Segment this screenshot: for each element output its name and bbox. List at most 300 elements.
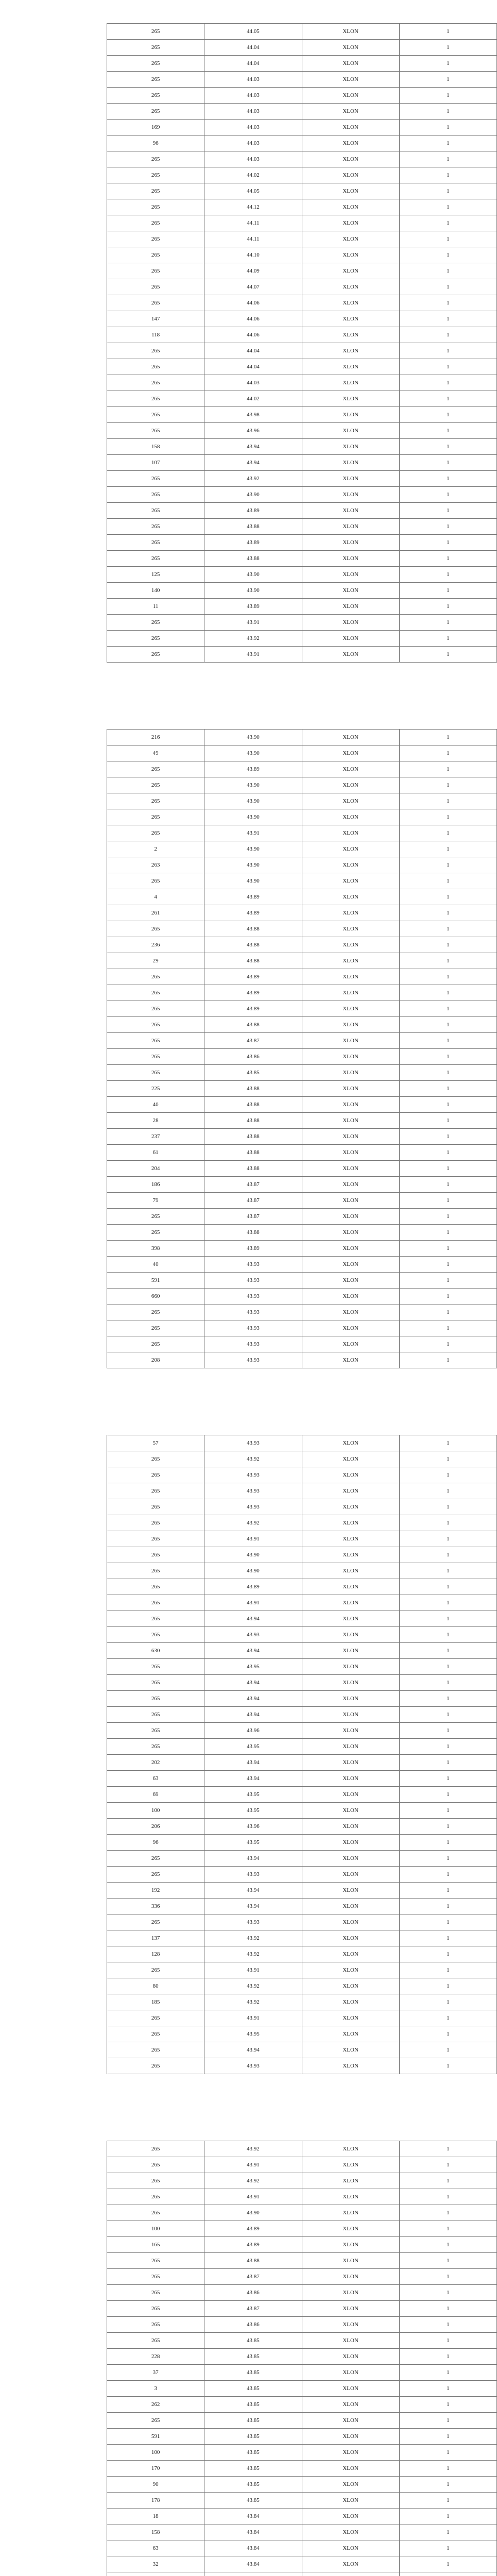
price-cell: 43.89 bbox=[204, 985, 302, 1001]
quantity-cell: 265 bbox=[107, 503, 204, 519]
quantity-cell: 137 bbox=[107, 1930, 204, 1946]
truncated-cell: 1 bbox=[399, 2141, 496, 2157]
truncated-cell: 1 bbox=[399, 793, 496, 809]
quantity-cell: 265 bbox=[107, 231, 204, 247]
quantity-cell: 90 bbox=[107, 2477, 204, 2493]
truncated-cell: 1 bbox=[399, 2381, 496, 2397]
price-cell: 43.94 bbox=[204, 1691, 302, 1707]
truncated-cell: 1 bbox=[399, 1081, 496, 1097]
venue-cell: XLON bbox=[302, 1129, 399, 1145]
venue-cell: XLON bbox=[302, 2269, 399, 2285]
venue-cell: XLON bbox=[302, 375, 399, 391]
price-cell: 43.93 bbox=[204, 1320, 302, 1336]
table-row bbox=[107, 1161, 497, 1177]
truncated-cell: 1 bbox=[399, 167, 496, 183]
table-row bbox=[107, 167, 497, 183]
table-row bbox=[107, 793, 497, 809]
price-cell: 43.94 bbox=[204, 1611, 302, 1627]
venue-cell: XLON bbox=[302, 1033, 399, 1049]
quantity-cell: 265 bbox=[107, 2253, 204, 2269]
venue-cell: XLON bbox=[302, 1304, 399, 1320]
venue-cell: XLON bbox=[302, 599, 399, 615]
truncated-cell: 1 bbox=[399, 857, 496, 873]
venue-cell: XLON bbox=[302, 2010, 399, 2026]
table-row bbox=[107, 2540, 497, 2556]
table-row bbox=[107, 1257, 497, 1273]
venue-cell: XLON bbox=[302, 969, 399, 985]
price-cell: 43.89 bbox=[204, 1579, 302, 1595]
venue-cell: XLON bbox=[302, 873, 399, 889]
price-cell: 43.91 bbox=[204, 2189, 302, 2205]
venue-cell: XLON bbox=[302, 2445, 399, 2461]
venue-cell: XLON bbox=[302, 1531, 399, 1547]
quantity-cell: 265 bbox=[107, 2010, 204, 2026]
truncated-cell: 1 bbox=[399, 2301, 496, 2317]
quantity-cell: 265 bbox=[107, 1739, 204, 1755]
price-cell: 43.93 bbox=[204, 1257, 302, 1273]
price-cell: 43.92 bbox=[204, 1515, 302, 1531]
table-row bbox=[107, 1914, 497, 1930]
venue-cell: XLON bbox=[302, 647, 399, 663]
price-cell: 43.94 bbox=[204, 2042, 302, 2058]
truncated-cell: 1 bbox=[399, 1273, 496, 1289]
quantity-cell: 265 bbox=[107, 1707, 204, 1723]
table-row bbox=[107, 2413, 497, 2429]
price-cell: 43.85 bbox=[204, 1065, 302, 1081]
quantity-cell: 225 bbox=[107, 1081, 204, 1097]
table-row bbox=[107, 2461, 497, 2477]
quantity-cell: 265 bbox=[107, 183, 204, 199]
table-row bbox=[107, 519, 497, 535]
venue-cell: XLON bbox=[302, 2141, 399, 2157]
price-cell: 43.89 bbox=[204, 2237, 302, 2253]
quantity-cell: 4 bbox=[107, 889, 204, 905]
quantity-cell: 265 bbox=[107, 615, 204, 631]
venue-cell: XLON bbox=[302, 615, 399, 631]
quantity-cell: 265 bbox=[107, 809, 204, 825]
quantity-cell: 202 bbox=[107, 1755, 204, 1771]
table-row bbox=[107, 1835, 497, 1851]
price-cell: 43.93 bbox=[204, 1627, 302, 1643]
venue-cell: XLON bbox=[302, 1081, 399, 1097]
price-cell: 44.03 bbox=[204, 104, 302, 120]
quantity-cell: 11 bbox=[107, 599, 204, 615]
quantity-cell: 265 bbox=[107, 2173, 204, 2189]
quantity-cell: 265 bbox=[107, 2413, 204, 2429]
quantity-cell: 265 bbox=[107, 279, 204, 295]
truncated-cell: 1 bbox=[399, 24, 496, 40]
truncated-cell: 1 bbox=[399, 2349, 496, 2365]
table-row bbox=[107, 1515, 497, 1531]
quantity-cell: 49 bbox=[107, 745, 204, 761]
price-cell: 43.85 bbox=[204, 2477, 302, 2493]
venue-cell: XLON bbox=[302, 423, 399, 439]
quantity-cell: 265 bbox=[107, 777, 204, 793]
quantity-cell: 591 bbox=[107, 2429, 204, 2445]
table-row bbox=[107, 2141, 497, 2157]
truncated-cell: 1 bbox=[399, 2333, 496, 2349]
truncated-cell: 1 bbox=[399, 841, 496, 857]
table-row bbox=[107, 1531, 497, 1547]
table-row bbox=[107, 1273, 497, 1289]
price-cell: 43.94 bbox=[204, 455, 302, 471]
quantity-cell: 265 bbox=[107, 151, 204, 167]
truncated-cell: 1 bbox=[399, 921, 496, 937]
price-cell: 43.93 bbox=[204, 1273, 302, 1289]
table-row bbox=[107, 1563, 497, 1579]
truncated-cell: 1 bbox=[399, 151, 496, 167]
truncated-cell: 1 bbox=[399, 1579, 496, 1595]
truncated-cell: 1 bbox=[399, 2058, 496, 2074]
table-row bbox=[107, 231, 497, 247]
price-cell: 43.89 bbox=[204, 2221, 302, 2237]
price-cell: 43.90 bbox=[204, 487, 302, 503]
table-row bbox=[107, 631, 497, 647]
table-row bbox=[107, 1930, 497, 1946]
truncated-cell: 1 bbox=[399, 1547, 496, 1563]
table-row bbox=[107, 1113, 497, 1129]
venue-cell: XLON bbox=[302, 745, 399, 761]
truncated-cell: 1 bbox=[399, 407, 496, 423]
truncated-cell: 1 bbox=[399, 1161, 496, 1177]
truncated-cell: 1 bbox=[399, 1691, 496, 1707]
price-cell: 43.92 bbox=[204, 631, 302, 647]
price-cell: 43.88 bbox=[204, 921, 302, 937]
truncated-cell: 1 bbox=[399, 327, 496, 343]
table-row bbox=[107, 745, 497, 761]
venue-cell: XLON bbox=[302, 985, 399, 1001]
price-cell: 43.90 bbox=[204, 730, 302, 745]
venue-cell: XLON bbox=[302, 1563, 399, 1579]
venue-cell: XLON bbox=[302, 56, 399, 72]
price-cell: 43.94 bbox=[204, 1899, 302, 1914]
truncated-cell: 1 bbox=[399, 745, 496, 761]
venue-cell: XLON bbox=[302, 583, 399, 599]
price-cell: 44.03 bbox=[204, 120, 302, 135]
truncated-cell: 1 bbox=[399, 1065, 496, 1081]
price-cell: 43.88 bbox=[204, 551, 302, 567]
quantity-cell: 107 bbox=[107, 455, 204, 471]
venue-cell: XLON bbox=[302, 104, 399, 120]
truncated-cell: 1 bbox=[399, 1899, 496, 1914]
table-row bbox=[107, 583, 497, 599]
venue-cell: XLON bbox=[302, 2253, 399, 2269]
quantity-cell: 265 bbox=[107, 1304, 204, 1320]
venue-cell: XLON bbox=[302, 2157, 399, 2173]
quantity-cell: 265 bbox=[107, 1336, 204, 1352]
quantity-cell: 265 bbox=[107, 647, 204, 663]
price-cell: 43.93 bbox=[204, 1467, 302, 1483]
venue-cell: XLON bbox=[302, 1707, 399, 1723]
venue-cell: XLON bbox=[302, 1595, 399, 1611]
table-row bbox=[107, 2221, 497, 2237]
price-cell: 43.85 bbox=[204, 2349, 302, 2365]
venue-cell: XLON bbox=[302, 1499, 399, 1515]
quantity-cell: 265 bbox=[107, 761, 204, 777]
venue-cell: XLON bbox=[302, 2349, 399, 2365]
truncated-cell: 1 bbox=[399, 231, 496, 247]
truncated-cell: 1 bbox=[399, 953, 496, 969]
quantity-cell: 178 bbox=[107, 2493, 204, 2509]
table-row bbox=[107, 24, 497, 40]
quantity-cell: 265 bbox=[107, 88, 204, 104]
venue-cell: XLON bbox=[302, 1193, 399, 1209]
table-row bbox=[107, 2157, 497, 2173]
price-cell: 43.94 bbox=[204, 1771, 302, 1787]
price-cell: 44.04 bbox=[204, 343, 302, 359]
truncated-cell: 1 bbox=[399, 1531, 496, 1547]
quantity-cell: 265 bbox=[107, 263, 204, 279]
truncated-cell: 1 bbox=[399, 2509, 496, 2524]
price-cell: 43.89 bbox=[204, 969, 302, 985]
truncated-cell: 1 bbox=[399, 583, 496, 599]
price-cell: 43.90 bbox=[204, 2205, 302, 2221]
price-cell: 43.84 bbox=[204, 2524, 302, 2540]
price-cell: 43.96 bbox=[204, 423, 302, 439]
truncated-cell: 1 bbox=[399, 1289, 496, 1304]
price-cell: 43.85 bbox=[204, 2333, 302, 2349]
venue-cell: XLON bbox=[302, 455, 399, 471]
price-cell: 43.95 bbox=[204, 2026, 302, 2042]
venue-cell: XLON bbox=[302, 1803, 399, 1819]
table-row bbox=[107, 1145, 497, 1161]
price-cell: 43.87 bbox=[204, 1033, 302, 1049]
truncated-cell: 1 bbox=[399, 1914, 496, 1930]
venue-cell: XLON bbox=[302, 937, 399, 953]
quantity-cell: 169 bbox=[107, 120, 204, 135]
price-cell: 43.94 bbox=[204, 1675, 302, 1691]
quantity-cell: 63 bbox=[107, 1771, 204, 1787]
truncated-cell: 1 bbox=[399, 1851, 496, 1867]
price-cell: 43.90 bbox=[204, 777, 302, 793]
table-row bbox=[107, 311, 497, 327]
table-row bbox=[107, 2509, 497, 2524]
venue-cell: XLON bbox=[302, 2026, 399, 2042]
venue-cell: XLON bbox=[302, 1755, 399, 1771]
quantity-cell: 265 bbox=[107, 519, 204, 535]
price-cell: 43.91 bbox=[204, 1595, 302, 1611]
trades-table bbox=[107, 1435, 497, 2074]
truncated-cell: 1 bbox=[399, 1017, 496, 1033]
table-row bbox=[107, 873, 497, 889]
price-cell: 44.12 bbox=[204, 199, 302, 215]
venue-cell: XLON bbox=[302, 905, 399, 921]
venue-cell: XLON bbox=[302, 135, 399, 151]
venue-cell: XLON bbox=[302, 1435, 399, 1451]
venue-cell: XLON bbox=[302, 567, 399, 583]
quantity-cell: 265 bbox=[107, 2042, 204, 2058]
venue-cell: XLON bbox=[302, 183, 399, 199]
truncated-cell: 1 bbox=[399, 1994, 496, 2010]
venue-cell: XLON bbox=[302, 1467, 399, 1483]
venue-cell: XLON bbox=[302, 1097, 399, 1113]
truncated-cell: 1 bbox=[399, 1707, 496, 1723]
price-cell: 43.91 bbox=[204, 647, 302, 663]
quantity-cell: 265 bbox=[107, 72, 204, 88]
venue-cell: XLON bbox=[302, 825, 399, 841]
truncated-cell: 1 bbox=[399, 985, 496, 1001]
venue-cell: XLON bbox=[302, 167, 399, 183]
venue-cell: XLON bbox=[302, 24, 399, 40]
truncated-cell: 1 bbox=[399, 247, 496, 263]
truncated-cell: 1 bbox=[399, 519, 496, 535]
price-cell: 44.02 bbox=[204, 167, 302, 183]
venue-cell: XLON bbox=[302, 1611, 399, 1627]
price-cell: 44.04 bbox=[204, 359, 302, 375]
price-cell: 43.87 bbox=[204, 1209, 302, 1225]
table-row bbox=[107, 2524, 497, 2540]
quantity-cell: 265 bbox=[107, 407, 204, 423]
venue-cell: XLON bbox=[302, 1771, 399, 1787]
truncated-cell: 1 bbox=[399, 905, 496, 921]
truncated-cell: 1 bbox=[399, 647, 496, 663]
truncated-cell: 1 bbox=[399, 455, 496, 471]
price-cell: 43.87 bbox=[204, 1193, 302, 1209]
quantity-cell: 158 bbox=[107, 439, 204, 455]
price-cell: 43.91 bbox=[204, 1962, 302, 1978]
truncated-cell: 1 bbox=[399, 2042, 496, 2058]
truncated-cell: 1 bbox=[399, 1515, 496, 1531]
quantity-cell: 265 bbox=[107, 375, 204, 391]
table-row bbox=[107, 599, 497, 615]
table-row bbox=[107, 1707, 497, 1723]
truncated-cell bbox=[399, 2572, 496, 2576]
quantity-cell: 265 bbox=[107, 471, 204, 487]
truncated-cell: 1 bbox=[399, 2189, 496, 2205]
truncated-cell: 1 bbox=[399, 2477, 496, 2493]
venue-cell: XLON bbox=[302, 359, 399, 375]
truncated-cell: 1 bbox=[399, 183, 496, 199]
truncated-cell: 1 bbox=[399, 1129, 496, 1145]
quantity-cell: 40 bbox=[107, 1257, 204, 1273]
table-row bbox=[107, 1225, 497, 1241]
price-cell: 43.87 bbox=[204, 2269, 302, 2285]
table-row bbox=[107, 2301, 497, 2317]
venue-cell: XLON bbox=[302, 857, 399, 873]
table-row bbox=[107, 2429, 497, 2445]
venue-cell: XLON bbox=[302, 72, 399, 88]
table-row bbox=[107, 1001, 497, 1017]
quantity-cell: 192 bbox=[107, 1883, 204, 1899]
truncated-cell: 1 bbox=[399, 2285, 496, 2301]
truncated-cell: 1 bbox=[399, 1435, 496, 1451]
trades-table bbox=[107, 729, 497, 1368]
quantity-cell: 336 bbox=[107, 1899, 204, 1914]
table-row bbox=[107, 809, 497, 825]
venue-cell: XLON bbox=[302, 2556, 399, 2572]
page-1 bbox=[0, 23, 497, 667]
table-row bbox=[107, 2397, 497, 2413]
price-cell: 43.88 bbox=[204, 1225, 302, 1241]
venue-cell: XLON bbox=[302, 2381, 399, 2397]
truncated-cell: 1 bbox=[399, 1739, 496, 1755]
quantity-cell: 265 bbox=[107, 104, 204, 120]
table-row bbox=[107, 343, 497, 359]
truncated-cell: 1 bbox=[399, 199, 496, 215]
price-cell: 43.90 bbox=[204, 1547, 302, 1563]
table-row bbox=[107, 953, 497, 969]
price-cell: 43.90 bbox=[204, 873, 302, 889]
price-cell: 43.87 bbox=[204, 2301, 302, 2317]
venue-cell: XLON bbox=[302, 1225, 399, 1241]
quantity-cell: 265 bbox=[107, 921, 204, 937]
table-row bbox=[107, 2173, 497, 2189]
table-row bbox=[107, 2237, 497, 2253]
venue-cell: XLON bbox=[302, 2333, 399, 2349]
truncated-cell: 1 bbox=[399, 1257, 496, 1273]
quantity-cell: 265 bbox=[107, 535, 204, 551]
table-row bbox=[107, 761, 497, 777]
table-row bbox=[107, 2026, 497, 2042]
table-row bbox=[107, 841, 497, 857]
table-row bbox=[107, 471, 497, 487]
truncated-cell: 1 bbox=[399, 359, 496, 375]
quantity-cell: 265 bbox=[107, 793, 204, 809]
quantity-cell: 185 bbox=[107, 1994, 204, 2010]
truncated-cell: 1 bbox=[399, 1097, 496, 1113]
quantity-cell: 262 bbox=[107, 2397, 204, 2413]
truncated-cell: 1 bbox=[399, 40, 496, 56]
venue-cell: XLON bbox=[302, 1914, 399, 1930]
venue-cell: XLON bbox=[302, 215, 399, 231]
truncated-cell: 1 bbox=[399, 279, 496, 295]
quantity-cell: 265 bbox=[107, 1033, 204, 1049]
venue-cell: XLON bbox=[302, 2493, 399, 2509]
table-row bbox=[107, 1787, 497, 1803]
price-cell: 43.93 bbox=[204, 1499, 302, 1515]
table-row bbox=[107, 1595, 497, 1611]
price-cell: 43.94 bbox=[204, 1755, 302, 1771]
venue-cell: XLON bbox=[302, 1145, 399, 1161]
table-row bbox=[107, 647, 497, 663]
price-cell: 43.90 bbox=[204, 809, 302, 825]
price-cell: 43.90 bbox=[204, 745, 302, 761]
quantity-cell: 265 bbox=[107, 2333, 204, 2349]
quantity-cell: 265 bbox=[107, 1451, 204, 1467]
table-row bbox=[107, 1819, 497, 1835]
venue-cell: XLON bbox=[302, 1451, 399, 1467]
quantity-cell: 100 bbox=[107, 2445, 204, 2461]
quantity-cell: 265 bbox=[107, 873, 204, 889]
price-cell: 43.98 bbox=[204, 407, 302, 423]
truncated-cell: 1 bbox=[399, 2445, 496, 2461]
truncated-cell: 1 bbox=[399, 1595, 496, 1611]
quantity-cell: 63 bbox=[107, 2540, 204, 2556]
table-row bbox=[107, 2381, 497, 2397]
quantity-cell: 265 bbox=[107, 1867, 204, 1883]
venue-cell: XLON bbox=[302, 1161, 399, 1177]
table-row bbox=[107, 183, 497, 199]
price-cell: 43.95 bbox=[204, 1787, 302, 1803]
truncated-cell: 1 bbox=[399, 1946, 496, 1962]
price-cell: 43.95 bbox=[204, 1659, 302, 1675]
quantity-cell: 265 bbox=[107, 1209, 204, 1225]
price-cell: 43.88 bbox=[204, 1129, 302, 1145]
truncated-cell: 1 bbox=[399, 487, 496, 503]
truncated-cell: 1 bbox=[399, 1978, 496, 1994]
table-row bbox=[107, 423, 497, 439]
truncated-cell: 1 bbox=[399, 1304, 496, 1320]
table-row bbox=[107, 1691, 497, 1707]
table-row bbox=[107, 1193, 497, 1209]
truncated-cell: 1 bbox=[399, 2026, 496, 2042]
quantity-cell: 265 bbox=[107, 1499, 204, 1515]
table-row bbox=[107, 615, 497, 631]
venue-cell: XLON bbox=[302, 2058, 399, 2074]
price-cell: 43.88 bbox=[204, 1081, 302, 1097]
price-cell: 44.03 bbox=[204, 375, 302, 391]
quantity-cell: 265 bbox=[107, 2285, 204, 2301]
